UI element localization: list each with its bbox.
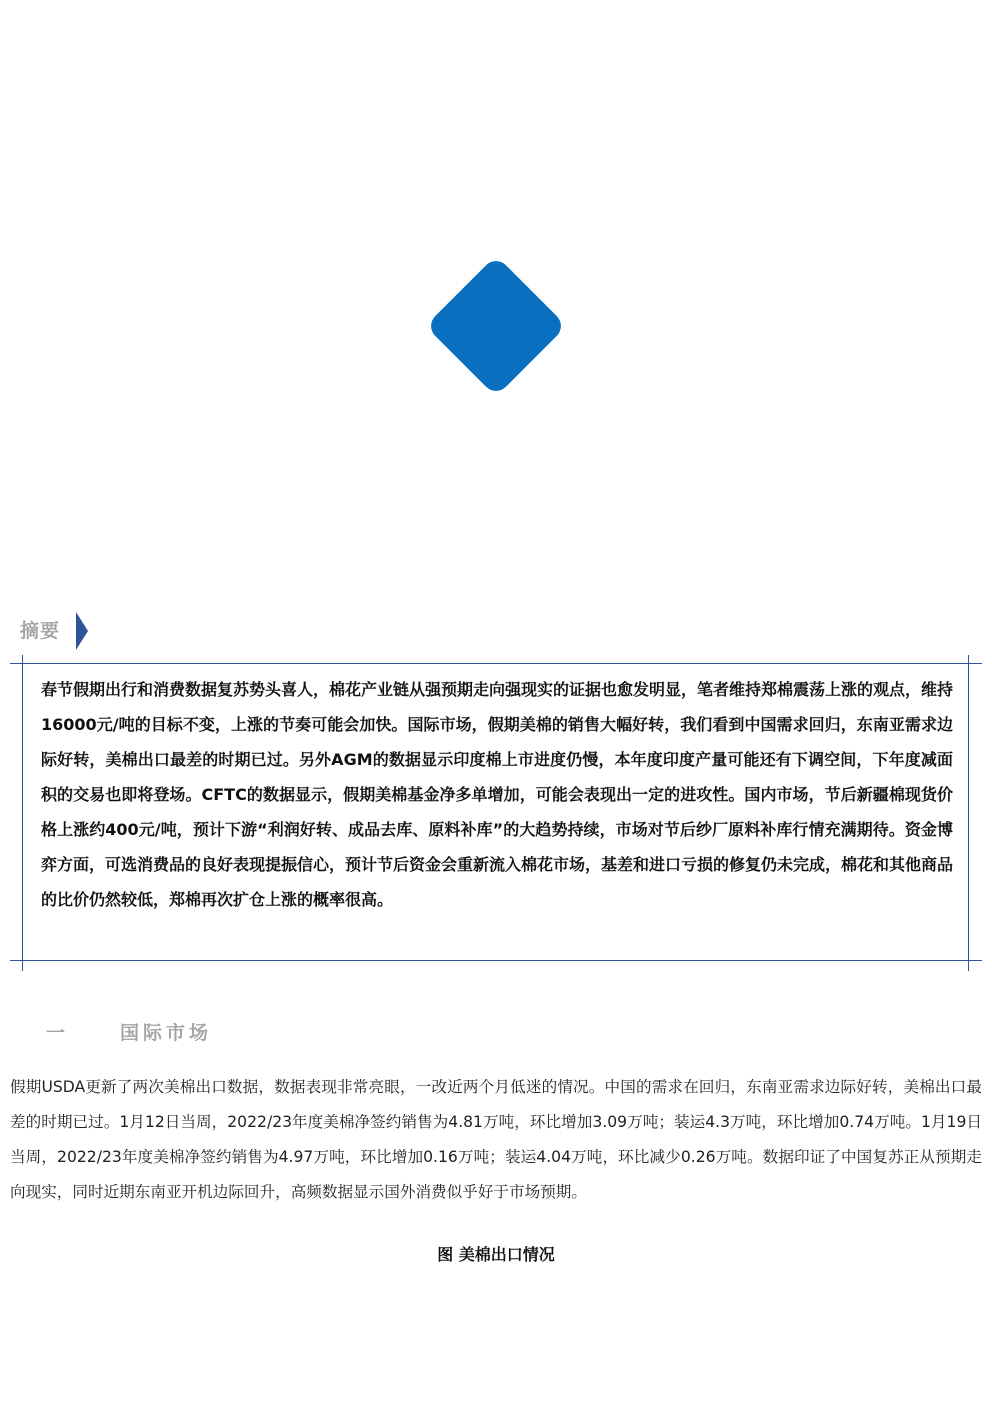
abstract-bottom-rule — [10, 960, 982, 961]
abstract-right-rule — [968, 655, 969, 971]
section-title: 国际市场 — [120, 1022, 213, 1044]
chevron-right-icon — [76, 612, 88, 650]
abstract-text: 春节假期出行和消费数据复苏势头喜人，棉花产业链从强预期走向强现实的证据也愈发明显，笔者维持郑棉震荡上涨的观点，维持16000元/吨的目标不变，上涨的节奏可能会加快。国际市场，假期美棉的销售大幅好转，我们看到中国需求回归，东南亚需求边际好转，美棉出口最差的时期已过。另外AGM的数据显示印度棉上市进度仍慢，本年度印度产量可能还有下调空间，下年度减面积的交易也即将登场。CFTC的数据显示，假期美棉基金净多单增加，可能会表现出一定的进攻性。国内市场，节后新疆棉现货价格上涨约400元/吨，预计下游“利润好转、成品去库、原料补库”的大趋势持续，市场对节后纱厂原料补库行情充满期待。资金博弈方面，可选消费品的良好表现提振信心，预计节后资金会重新流入棉花市场，基差和进口亏损的修复仍未完成，棉花和其他商品的比价仍然较低，郑棉再次扩仓上涨的概率很高。 — [41, 680, 954, 909]
section-body-text: 假期USDA更新了两次美棉出口数据，数据表现非常亮眼，一改近两个月低迷的情况。中国的需求在回归，东南亚需求边际好转，美棉出口最差的时期已过。1月12日当周，2022/23年度美棉净签约销售为4.81万吨，环比增加3.09万吨；装运4.3万吨，环比增加0.74万吨。1月19日当周，2022/23年度美棉净签约销售为4.97万吨，环比增加0.16万吨；装运4.04万吨，环比减少0.26万吨。数据印证了中国复苏正从预期走向现实，同时近期东南亚开机边际回升，高频数据显示国外消费似乎好于市场预期。 — [10, 1078, 982, 1201]
diamond-logo-icon — [425, 255, 566, 396]
abstract-left-rule — [22, 655, 23, 971]
figure-title: 图 美棉出口情况 — [437, 1245, 555, 1264]
abstract-top-rule — [10, 663, 982, 664]
section-heading — [46, 1018, 212, 1045]
abstract-label: 摘要 — [20, 620, 61, 642]
section-number: 一 — [46, 1022, 70, 1044]
